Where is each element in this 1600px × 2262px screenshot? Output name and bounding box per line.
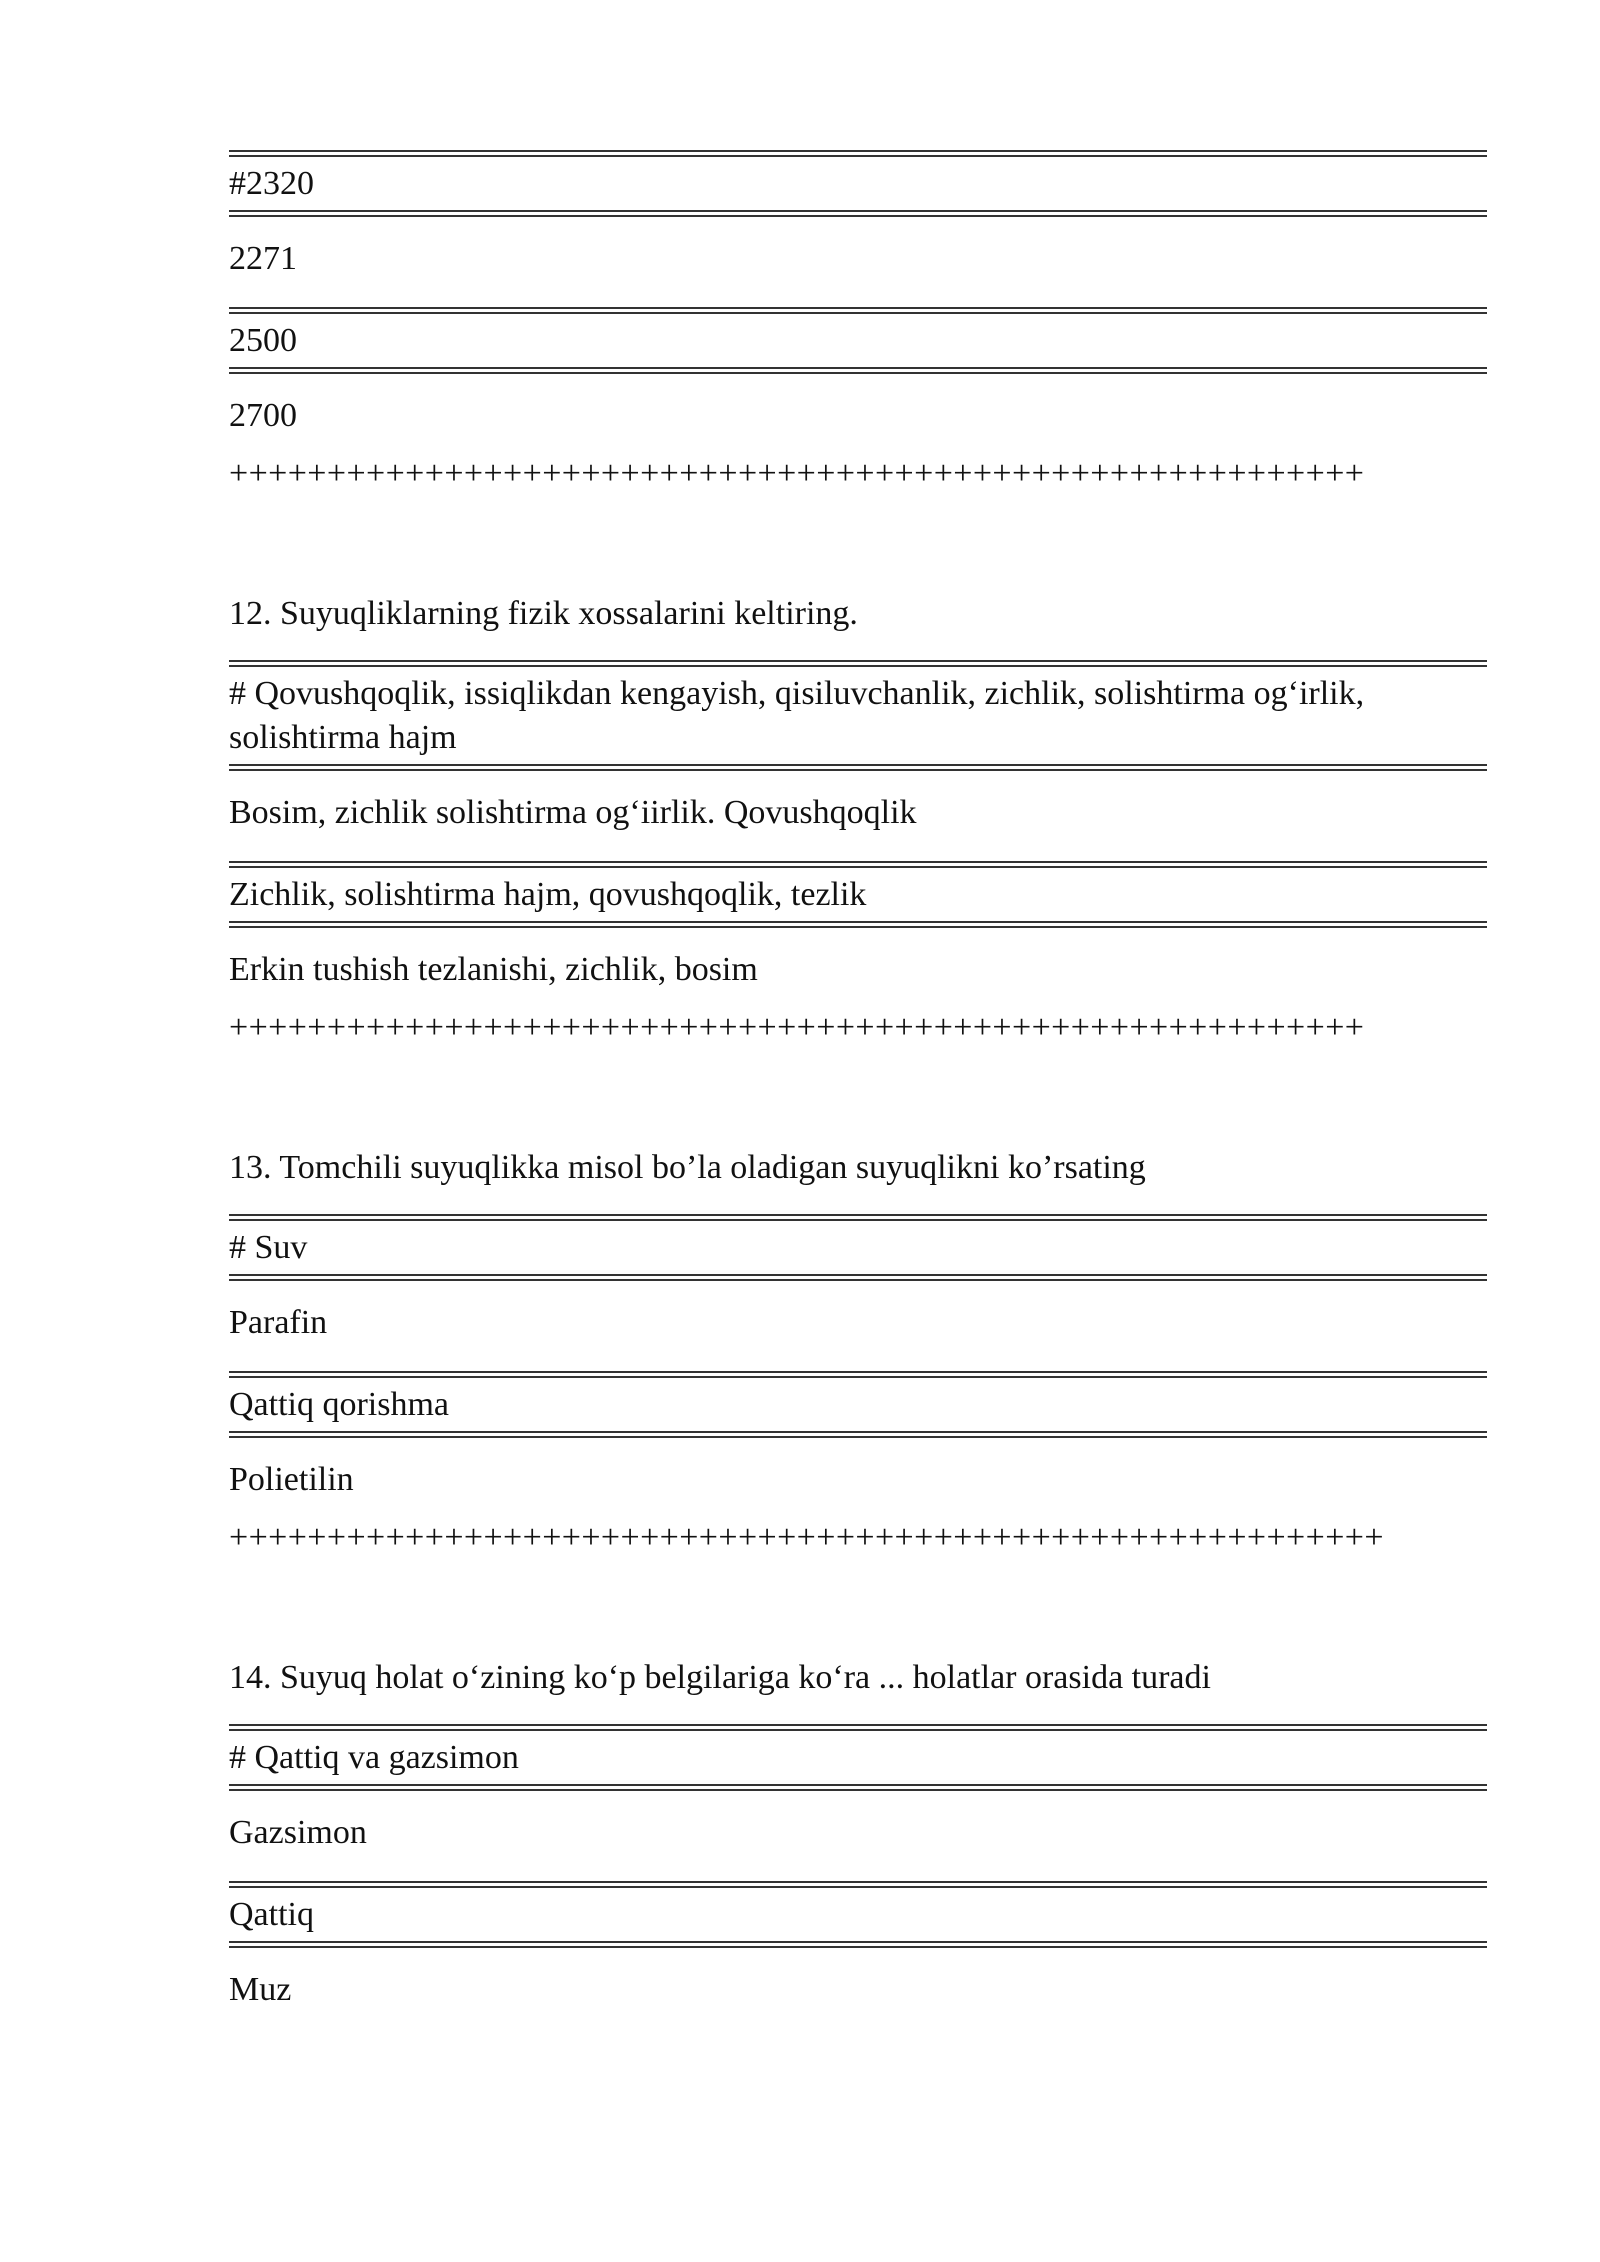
answer-option-correct: #2320 bbox=[229, 165, 314, 202]
answer-option: Parafin bbox=[229, 1304, 328, 1341]
answer-option: Bosim, zichlik solishtirma og‘iirlik. Qovushqoqlik bbox=[229, 794, 917, 831]
double-rule bbox=[229, 921, 1487, 928]
double-rule bbox=[229, 210, 1487, 217]
answer-option: Polietilin bbox=[229, 1461, 354, 1498]
double-rule bbox=[229, 861, 1487, 868]
double-rule bbox=[229, 1214, 1487, 1221]
answer-option: Gazsimon bbox=[229, 1814, 367, 1851]
question-block-11 bbox=[229, 150, 1487, 496]
double-rule bbox=[229, 1274, 1487, 1281]
question-block-12 bbox=[229, 592, 1487, 1050]
double-rule bbox=[229, 1724, 1487, 1731]
double-rule bbox=[229, 1371, 1487, 1378]
double-rule bbox=[229, 367, 1487, 374]
answer-option: 2271 bbox=[229, 240, 297, 277]
question-text: 12. Suyuqliklarning fizik xossalarini keltiring. bbox=[229, 595, 858, 632]
double-rule bbox=[229, 1941, 1487, 1948]
answer-option-correct: # Qattiq va gazsimon bbox=[229, 1739, 519, 1776]
double-rule bbox=[229, 307, 1487, 314]
answer-option: 2700 bbox=[229, 397, 297, 434]
answer-option: 2500 bbox=[229, 322, 297, 359]
question-block-14 bbox=[229, 1656, 1487, 2038]
answer-option: Muz bbox=[229, 1971, 292, 2008]
answer-option: Erkin tushish tezlanishi, zichlik, bosim bbox=[229, 951, 758, 988]
question-block-13 bbox=[229, 1146, 1487, 1560]
answer-option: Qattiq qorishma bbox=[229, 1386, 450, 1423]
double-rule bbox=[229, 150, 1487, 157]
answer-option-correct: # Suv bbox=[229, 1229, 308, 1266]
double-rule bbox=[229, 1784, 1487, 1791]
answer-option-correct: # Qovushqoqlik, issiqlikdan kengayish, qisiluvchanlik, zichlik, solishtirma og‘irlik, solishtirma hajm bbox=[229, 675, 1365, 756]
document-content bbox=[229, 150, 1487, 2038]
double-rule bbox=[229, 660, 1487, 667]
double-rule bbox=[229, 1881, 1487, 1888]
answer-option: Qattiq bbox=[229, 1896, 314, 1933]
question-separator: ++++++++++++++++++++++++++++++++++++++++++++++++++++++++++ bbox=[229, 455, 1365, 492]
answer-option: Zichlik, solishtirma hajm, qovushqoqlik, tezlik bbox=[229, 876, 867, 913]
question-separator: +++++++++++++++++++++++++++++++++++++++++++++++++++++++++++ bbox=[229, 1519, 1384, 1556]
question-text: 14. Suyuq holat o‘zining ko‘p belgilariga ko‘ra ... holatlar orasida turadi bbox=[229, 1659, 1211, 1696]
double-rule bbox=[229, 1431, 1487, 1438]
double-rule bbox=[229, 764, 1487, 771]
question-separator: ++++++++++++++++++++++++++++++++++++++++++++++++++++++++++ bbox=[229, 1009, 1365, 1046]
question-text: 13. Tomchili suyuqlikka misol bo’la oladigan suyuqlikni ko’rsating bbox=[229, 1149, 1146, 1186]
